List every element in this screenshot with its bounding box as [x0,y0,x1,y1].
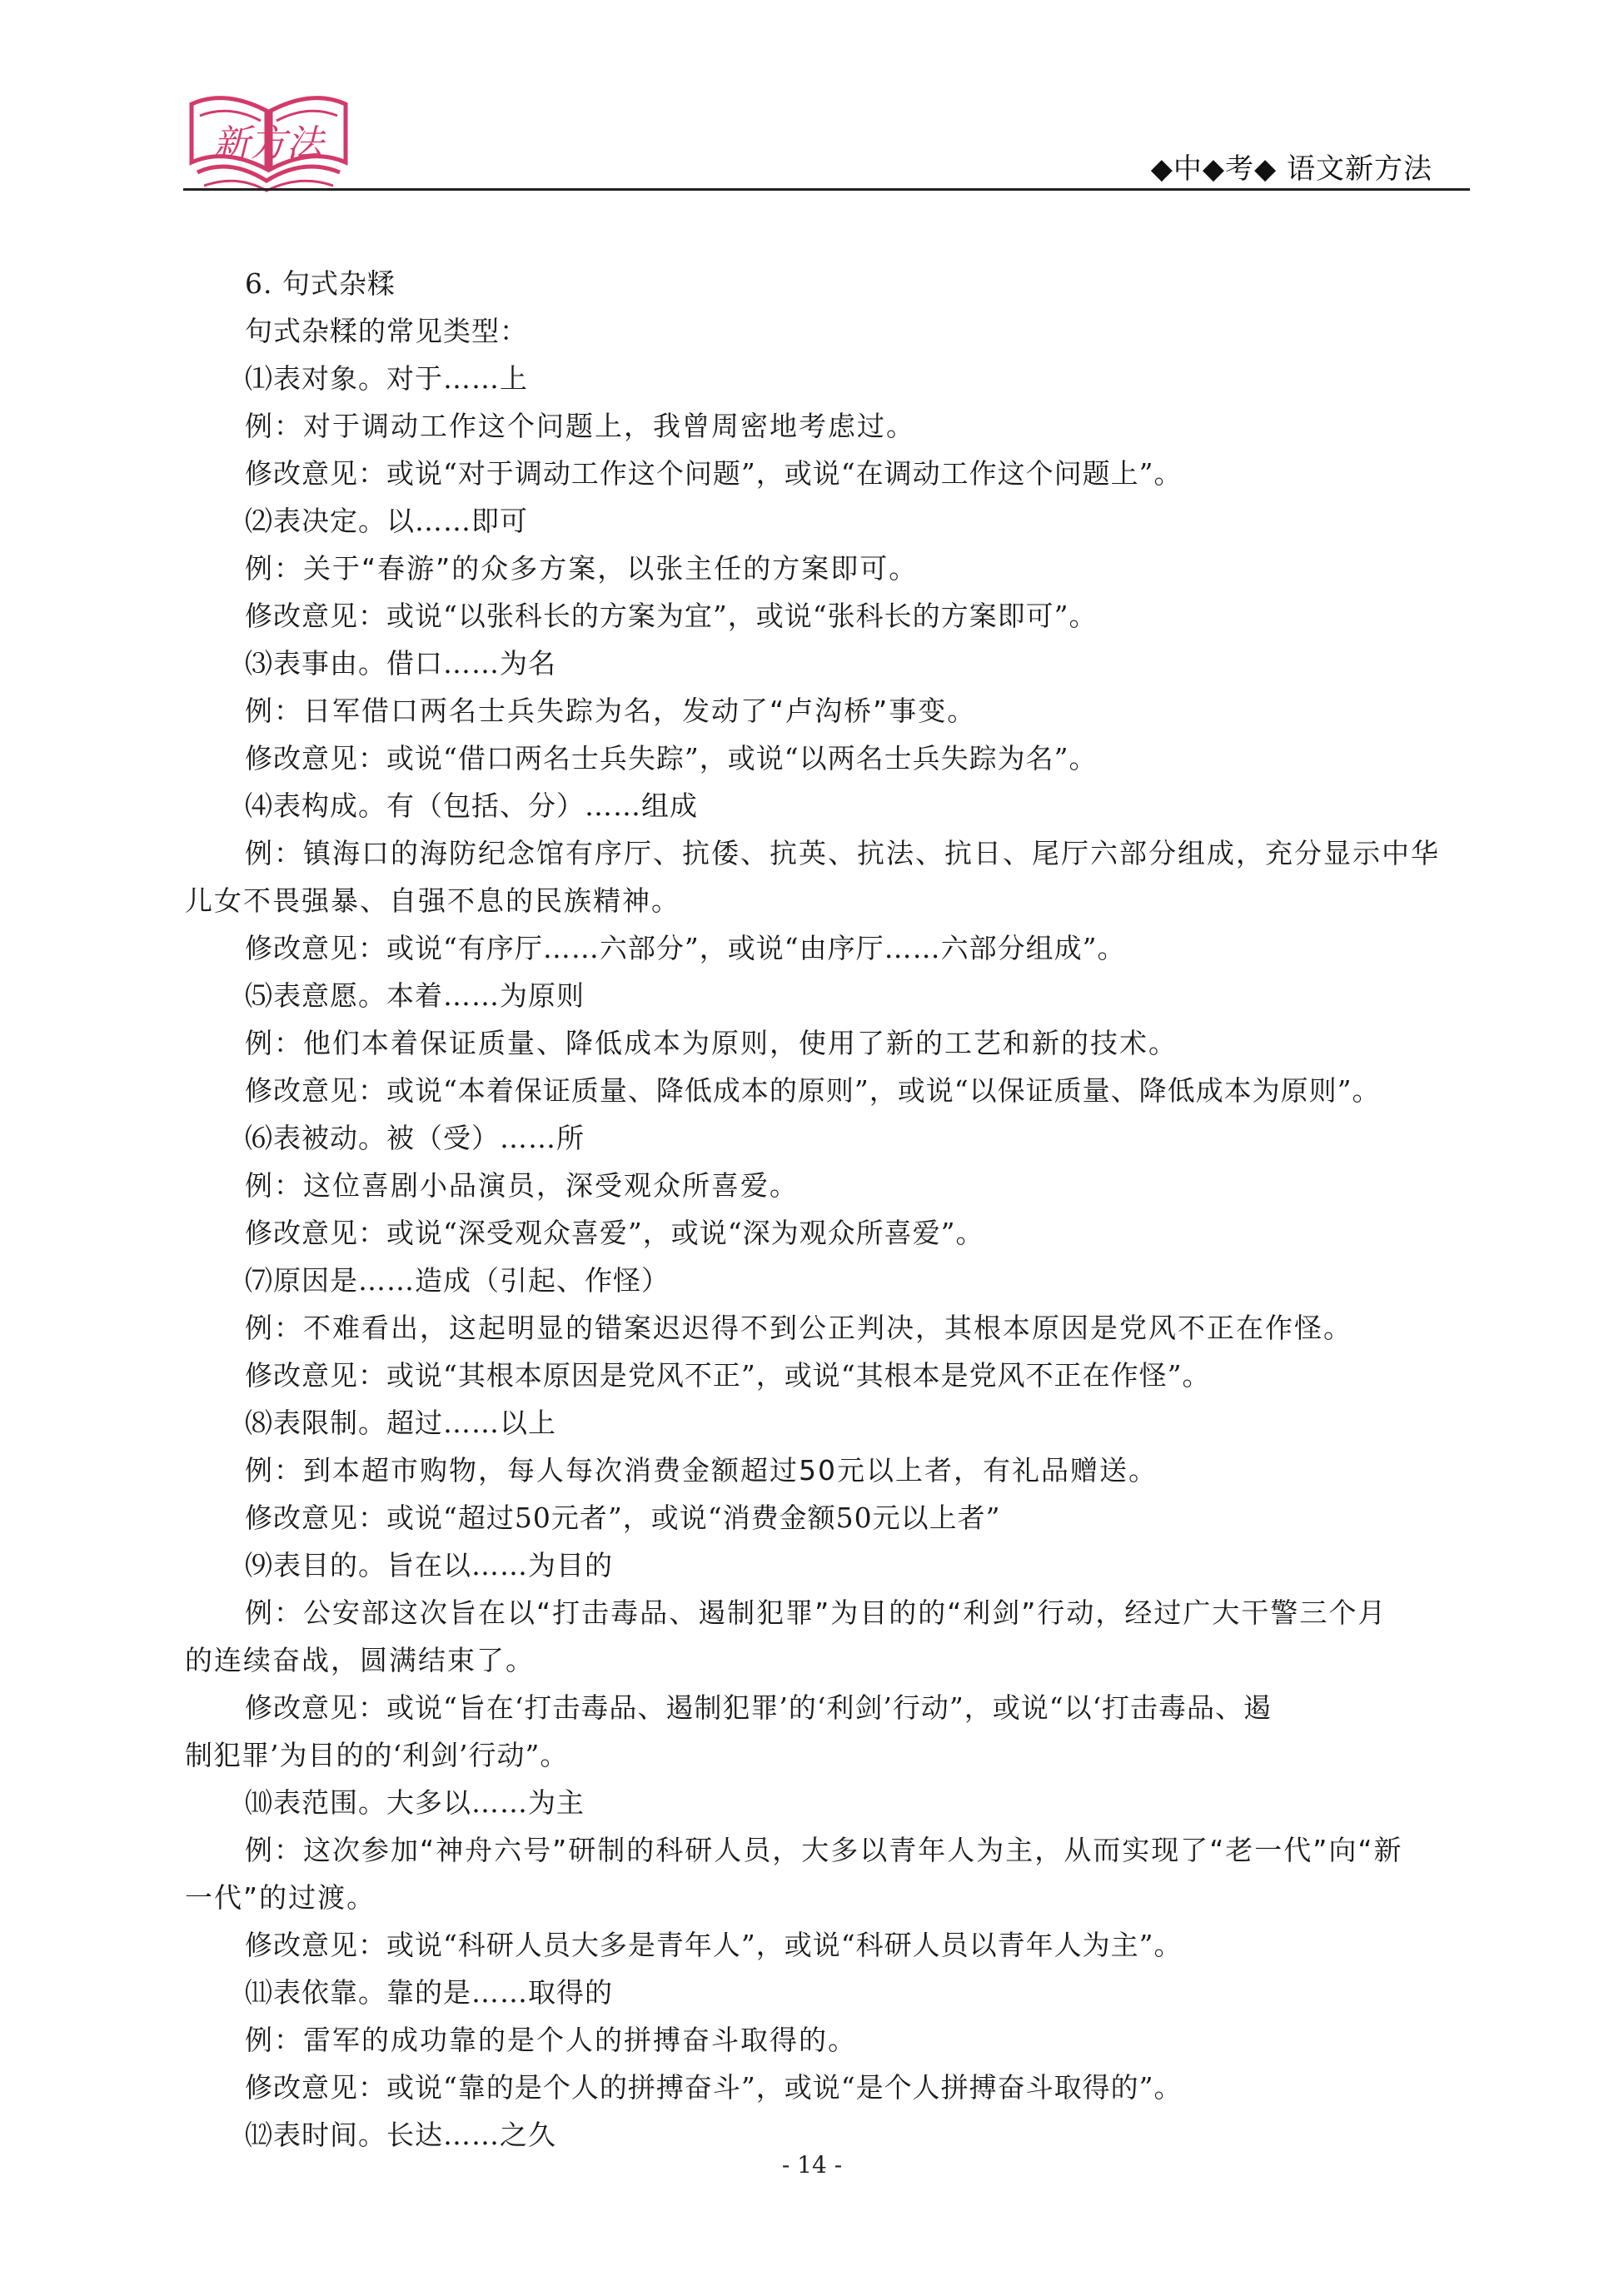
header-rule [183,188,1470,191]
example-sentence-line: 例：对于调动工作这个问题上，我曾周密地考虑过。 [245,410,915,442]
example-sentence-line: 例：镇海口的海防纪念馆有序厅、抗倭、抗英、抗法、抗日、尾厅六部分组成，充分显示中华 [245,837,1440,869]
example-sentence-line: 例：他们本着保证质量、降低成本为原则，使用了新的工艺和新的技术。 [245,1027,1178,1059]
text-line: 制犯罪’为目的的‘利剑’行动”。 [185,1739,569,1771]
text-line: 修改意见：或说“借口两名士兵失踪”，或说“以两名士兵失踪为名”。 [245,742,1098,774]
page-header [0,0,1624,200]
text-line: ⑹表被动。被（受）……所 [245,1122,585,1154]
text-line: ⑺原因是……造成（引起、作怪） [245,1264,670,1297]
example-sentence-line: 儿女不畏强暴、自强不息的民族精神。 [185,884,680,917]
text-line: 修改意见：或说“有序厅……六部分”，或说“由序厅……六部分组成”。 [245,932,1126,964]
text-line: ⑼表目的。旨在以……为目的 [245,1549,613,1581]
page-number: - 14 - [781,2151,843,2179]
example-sentence-line: 一代”的过渡。 [185,1881,376,1914]
text-line: 修改意见：或说“超过50元者”，或说“消费金额50元以上者” [245,1502,1001,1534]
text-line: 修改意见：或说“科研人员大多是青年人”，或说“科研人员以青年人为主”。 [245,1929,1183,1961]
text-line: 句式杂糅的常见类型： [245,315,528,347]
example-sentence-line: 例：公安部这次旨在以“打击毒品、遏制犯罪”为目的的“利剑”行动，经过广大干警三个月 [245,1596,1387,1629]
text-line: 修改意见：或说“靠的是个人的拼搏奋斗”，或说“是个人拼搏奋斗取得的”。 [245,2071,1183,2104]
text-line: ⑵表决定。以……即可 [245,505,528,537]
text-line: ⑾表依靠。靠的是……取得的 [245,1976,613,2009]
text-line: ⑻表限制。超过……以上 [245,1407,556,1439]
example-sentence-line: 例：日军借口两名士兵失踪为名，发动了“卢沟桥”事变。 [245,695,977,727]
example-sentence-line: 例：关于“春游”的众多方案，以张主任的方案即可。 [245,552,919,585]
text-line: ⑿表时间。长达……之久 [245,2119,556,2151]
example-sentence-line: 的连续奋战，圆满结束了。 [185,1644,535,1676]
text-line: 修改意见：或说“对于调动工作这个问题”，或说“在调动工作这个问题上”。 [245,457,1183,490]
example-sentence-line: 例：不难看出，这起明显的错案迟迟得不到公正判决，其根本原因是党风不正在作怪。 [245,1312,1353,1344]
example-sentence-line: 例：这位喜剧小品演员，深受观众所喜爱。 [245,1169,799,1202]
text-line: 6. 句式杂糅 [245,267,396,300]
header-title: ◆中◆考◆ 语文新方法 [1150,152,1432,186]
page-body [185,260,1467,2159]
example-sentence-line: 例：这次参加“神舟六号”研制的科研人员，大多以青年人为主，从而实现了“老一代”向“新 [245,1834,1403,1866]
book-logo-icon [179,87,358,196]
text-line: ⑽表范围。大多以……为主 [245,1786,585,1819]
text-line: 修改意见：或说“以张科长的方案为宜”，或说“张科长的方案即可”。 [245,600,1098,632]
text-line: ⑴表对象。对于……上 [245,362,528,395]
text-line: ⑶表事由。借口……为名 [245,647,556,680]
text-line: ⑸表意愿。本着……为原则 [245,979,585,1012]
text-line: 修改意见：或说“其根本原因是党风不正”，或说“其根本是党风不正在作怪”。 [245,1359,1211,1392]
example-sentence-line: 例：雷军的成功靠的是个人的拼搏奋斗取得的。 [245,2024,857,2056]
text-line: ⑷表构成。有（包括、分）……组成 [245,789,698,822]
text-line: 修改意见：或说“旨在‘打击毒品、遏制犯罪’的‘利剑’行动”，或说“以‘打击毒品、遏 [245,1691,1273,1724]
example-sentence-line: 例：到本超市购物，每人每次消费金额超过50元以上者，有礼品赠送。 [245,1454,1158,1487]
text-line: 修改意见：或说“深受观众喜爱”，或说“深为观众所喜爱”。 [245,1217,984,1249]
text-line: 修改意见：或说“本着保证质量、降低成本的原则”，或说“以保证质量、降低成本为原则”。 [245,1074,1381,1107]
logo-text: 新方法 [213,122,323,165]
